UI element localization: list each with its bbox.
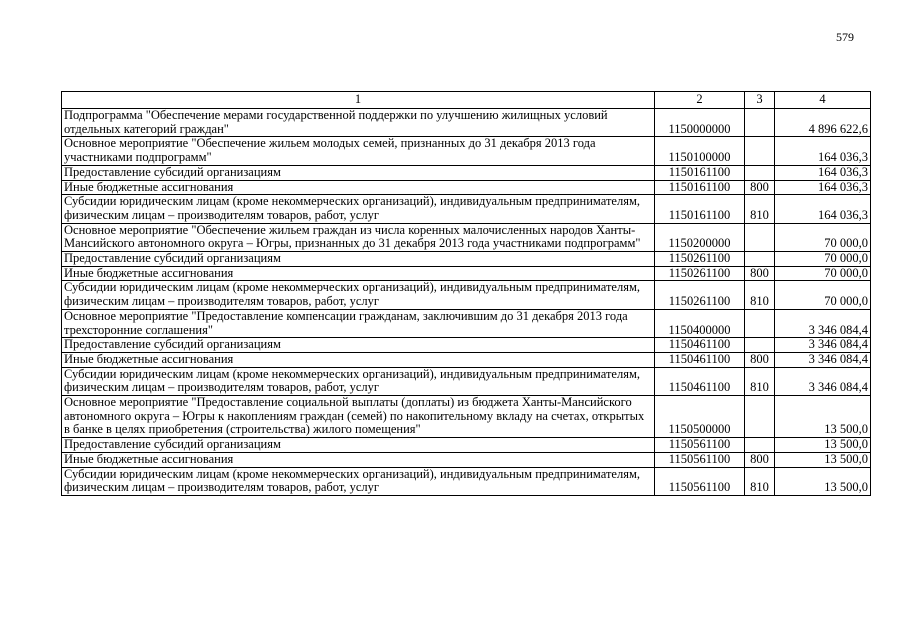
- row-type: 800: [745, 352, 775, 367]
- row-code: 1150161100: [655, 180, 745, 195]
- table-row: [62, 338, 871, 353]
- table-row: [62, 396, 871, 438]
- row-description: Субсидии юридическим лицам (кроме некоммерческих организаций), индивидуальным предпринимателям, физическим лицам – производителям товаров, работ, услуг: [62, 367, 655, 395]
- row-type: [745, 252, 775, 267]
- row-amount: 164 036,3: [775, 137, 871, 165]
- row-amount: 70 000,0: [775, 266, 871, 281]
- row-code: 1150261100: [655, 281, 745, 309]
- row-type: 800: [745, 452, 775, 467]
- table-row: [62, 352, 871, 367]
- row-amount: 164 036,3: [775, 180, 871, 195]
- row-code: 1150500000: [655, 396, 745, 438]
- page-number: 579: [836, 30, 854, 44]
- row-description: Иные бюджетные ассигнования: [62, 352, 655, 367]
- row-description: Иные бюджетные ассигнования: [62, 180, 655, 195]
- table-row: [62, 309, 871, 337]
- row-amount: 164 036,3: [775, 195, 871, 223]
- row-amount: 3 346 084,4: [775, 309, 871, 337]
- table-row: [62, 223, 871, 251]
- row-amount: 13 500,0: [775, 467, 871, 495]
- table-row: [62, 165, 871, 180]
- row-type: [745, 338, 775, 353]
- row-amount: 3 346 084,4: [775, 352, 871, 367]
- row-amount: 13 500,0: [775, 452, 871, 467]
- row-code: 1150000000: [655, 109, 745, 137]
- table-row: [62, 367, 871, 395]
- row-description: Подпрограмма "Обеспечение мерами государственной поддержки по улучшению жилищных условий отдельных категорий граждан": [62, 109, 655, 137]
- row-type: 810: [745, 281, 775, 309]
- row-type: 810: [745, 367, 775, 395]
- row-type: [745, 396, 775, 438]
- budget-table: [61, 91, 871, 496]
- row-type: [745, 137, 775, 165]
- table-row: [62, 109, 871, 137]
- row-type: [745, 438, 775, 453]
- row-description: Предоставление субсидий организациям: [62, 438, 655, 453]
- row-type: [745, 109, 775, 137]
- table-row: [62, 252, 871, 267]
- row-code: 1150161100: [655, 165, 745, 180]
- row-type: 800: [745, 180, 775, 195]
- row-amount: 70 000,0: [775, 223, 871, 251]
- row-amount: 3 346 084,4: [775, 338, 871, 353]
- row-description: Основное мероприятие "Обеспечение жильем граждан из числа коренных малочисленных народов Ханты-Мансийского автономного округа – Югры, признанных до 31 декабря 2013 года участниками подпрограмм": [62, 223, 655, 251]
- row-code: 1150461100: [655, 367, 745, 395]
- row-description: Субсидии юридическим лицам (кроме некоммерческих организаций), индивидуальным предпринимателям, физическим лицам – производителям товаров, работ, услуг: [62, 195, 655, 223]
- row-description: Субсидии юридическим лицам (кроме некоммерческих организаций), индивидуальным предпринимателям, физическим лицам – производителям товаров, работ, услуг: [62, 281, 655, 309]
- row-code: 1150561100: [655, 467, 745, 495]
- row-type: 800: [745, 266, 775, 281]
- row-amount: 70 000,0: [775, 252, 871, 267]
- row-code: 1150561100: [655, 438, 745, 453]
- table-row: [62, 281, 871, 309]
- row-amount: 3 346 084,4: [775, 367, 871, 395]
- row-type: 810: [745, 467, 775, 495]
- row-code: 1150161100: [655, 195, 745, 223]
- row-amount: 13 500,0: [775, 396, 871, 438]
- row-type: [745, 165, 775, 180]
- row-amount: 70 000,0: [775, 281, 871, 309]
- row-description: Субсидии юридическим лицам (кроме некоммерческих организаций), индивидуальным предпринимателям, физическим лицам – производителям товаров, работ, услуг: [62, 467, 655, 495]
- row-description: Иные бюджетные ассигнования: [62, 452, 655, 467]
- row-code: 1150400000: [655, 309, 745, 337]
- table-row: [62, 180, 871, 195]
- row-type: [745, 309, 775, 337]
- row-type: [745, 223, 775, 251]
- header-row: [62, 92, 871, 109]
- row-description: Предоставление субсидий организациям: [62, 338, 655, 353]
- table-row: [62, 137, 871, 165]
- table-row: [62, 438, 871, 453]
- table-row: [62, 266, 871, 281]
- row-code: 1150561100: [655, 452, 745, 467]
- header-col-2: 2: [655, 92, 745, 109]
- row-amount: 164 036,3: [775, 165, 871, 180]
- header-col-1: 1: [62, 92, 655, 109]
- row-description: Основное мероприятие "Предоставление компенсации гражданам, заключившим до 31 декабря 2013 года трехсторонние соглашения": [62, 309, 655, 337]
- row-code: 1150261100: [655, 266, 745, 281]
- row-description: Предоставление субсидий организациям: [62, 252, 655, 267]
- row-type: 810: [745, 195, 775, 223]
- table-row: [62, 467, 871, 495]
- row-description: Предоставление субсидий организациям: [62, 165, 655, 180]
- header-col-3: 3: [745, 92, 775, 109]
- row-description: Иные бюджетные ассигнования: [62, 266, 655, 281]
- row-code: 1150100000: [655, 137, 745, 165]
- row-code: 1150461100: [655, 338, 745, 353]
- table-row: [62, 195, 871, 223]
- row-code: 1150461100: [655, 352, 745, 367]
- row-description: Основное мероприятие "Обеспечение жильем молодых семей, признанных до 31 декабря 2013 года участниками подпрограмм": [62, 137, 655, 165]
- row-code: 1150261100: [655, 252, 745, 267]
- row-code: 1150200000: [655, 223, 745, 251]
- table-row: [62, 452, 871, 467]
- header-col-4: 4: [775, 92, 871, 109]
- row-amount: 4 896 622,6: [775, 109, 871, 137]
- row-description: Основное мероприятие "Предоставление социальной выплаты (доплаты) из бюджета Ханты-Мансийского автономного округа – Югры к накоплениям граждан (семей) по накопительному вкладу на счетах, открытых в банке в целях приобретения (строительства) жилого помещения": [62, 396, 655, 438]
- row-amount: 13 500,0: [775, 438, 871, 453]
